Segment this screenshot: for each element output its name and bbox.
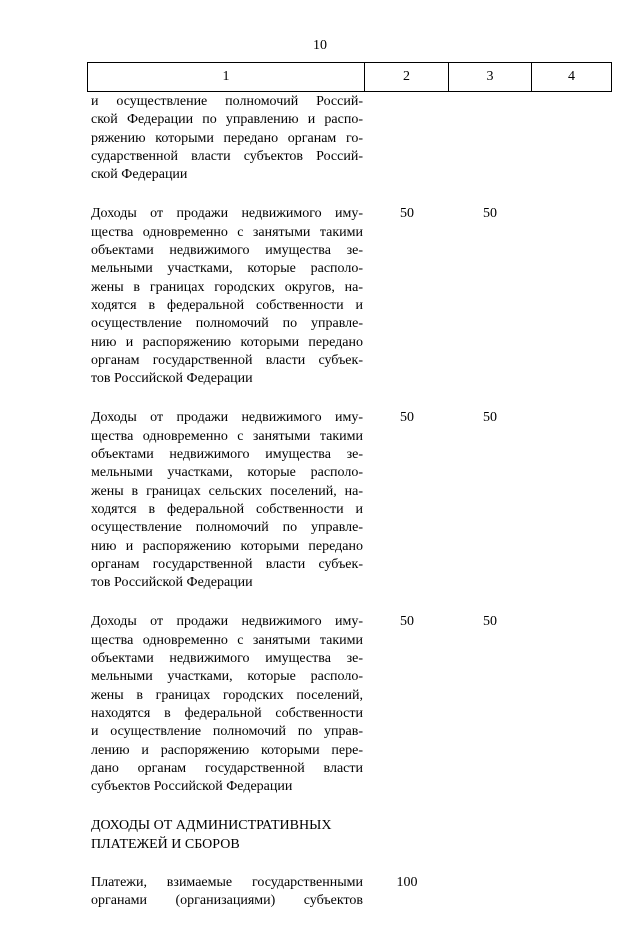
col-3-value: 50 (483, 410, 497, 426)
text-line: щества одновременно с занятыми такими (91, 224, 363, 240)
table-row (91, 613, 611, 796)
text-line: объектами недвижимого имущества зе- (91, 651, 363, 667)
table-row (91, 874, 611, 911)
text-line: мельными участками, которые располо- (91, 261, 363, 277)
text-line: объектами недвижимого имущества зе- (91, 243, 363, 259)
text-line: жены в границах городских округов, на- (91, 279, 363, 295)
text-line: и осуществление полномочий по управ- (91, 724, 363, 740)
text-line: щества одновременно с занятыми такими (91, 428, 363, 444)
row-description (91, 205, 363, 388)
col-2-value: 50 (400, 410, 414, 426)
text-line: тов Российской Федерации (91, 575, 253, 591)
col-2-value: 100 (396, 874, 418, 890)
text-line: ряжению которыми передано органам го- (91, 130, 363, 146)
row-description (91, 613, 363, 796)
text-line: Доходы от продажи недвижимого иму- (91, 410, 363, 426)
text-line: ской Федерации (91, 167, 188, 183)
text-line: дано органам государственной власти (91, 760, 363, 776)
text-line: лению и распоряжению которыми пере- (91, 742, 363, 758)
section-heading (91, 817, 363, 854)
text-line: Доходы от продажи недвижимого иму- (91, 614, 363, 630)
text-line: тов Российской Федерации (91, 371, 253, 387)
text-line: находятся в федеральной собственности (91, 705, 363, 721)
text-line: сударственной власти субъектов Россий- (91, 148, 363, 164)
text-line: осуществление полномочий по управле- (91, 316, 363, 332)
text-line: щества одновременно с занятыми такими (91, 632, 363, 648)
text-line: нию и распоряжению которыми передано (91, 538, 363, 554)
text-line: объектами недвижимого имущества зе- (91, 447, 363, 463)
table-row (91, 409, 611, 592)
text-line: органам государственной власти субъек- (91, 352, 363, 368)
header-col-4: 4 (532, 63, 612, 92)
text-line: органам государственной власти субъек- (91, 556, 363, 572)
text-line: жены в границах сельских поселений, на- (91, 483, 363, 499)
text-line: и осуществление полномочий Россий- (91, 94, 363, 109)
text-line: осуществление полномочий по управле- (91, 520, 363, 536)
text-line: нию и распоряжению которыми передано (91, 334, 363, 350)
col-3-value: 50 (483, 206, 497, 222)
page-number: 10 (313, 38, 327, 53)
text-line: ходятся в федеральной собственности и (91, 297, 363, 313)
text-line: жены в границах городских поселений, (91, 687, 363, 703)
header-col-2: 2 (365, 63, 449, 92)
row-description (91, 874, 363, 911)
row-description (91, 93, 363, 184)
header-col-1: 1 (88, 63, 365, 92)
header-col-3: 3 (449, 63, 532, 92)
table-row (91, 205, 611, 388)
table-header (87, 62, 612, 92)
table-body (91, 93, 611, 932)
text-line: Доходы от продажи недвижимого иму- (91, 206, 363, 222)
text-line: субъектов Российской Федерации (91, 779, 293, 795)
section-heading-line: ПЛАТЕЖЕЙ И СБОРОВ (91, 836, 240, 852)
text-line: органами (организациями) субъектов (91, 893, 363, 909)
text-line: ходятся в федеральной собственности и (91, 501, 363, 517)
text-line: Платежи, взимаемые государственными (91, 874, 363, 890)
col-3-value: 50 (483, 614, 497, 630)
section-heading-line: ДОХОДЫ ОТ АДМИНИСТРАТИВНЫХ (91, 818, 332, 834)
table-row (91, 93, 611, 184)
col-2-value: 50 (400, 206, 414, 222)
text-line: мельными участками, которые располо- (91, 669, 363, 685)
row-description (91, 409, 363, 592)
col-2-value: 50 (400, 614, 414, 630)
text-line: мельными участками, которые располо- (91, 465, 363, 481)
text-line: ской Федерации по управлению и распо- (91, 112, 363, 128)
